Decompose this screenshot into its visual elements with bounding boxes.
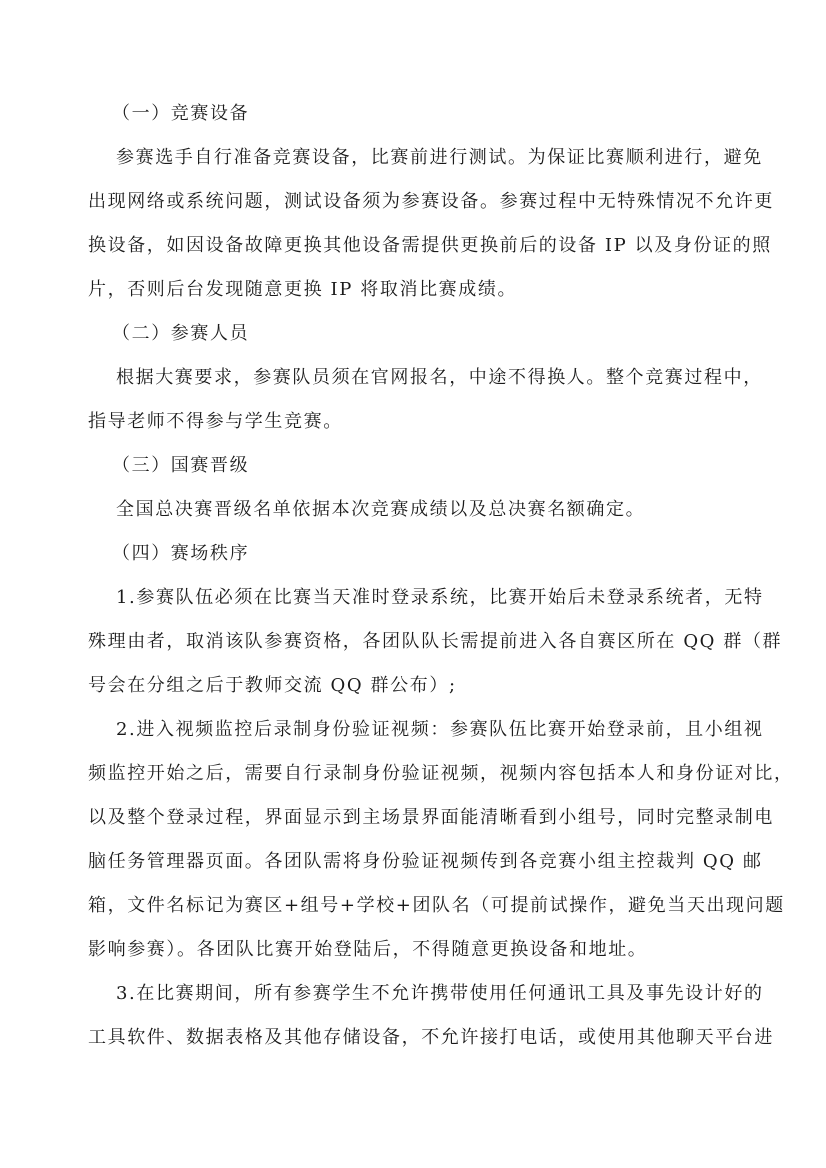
text-line: 脑任务管理器页面。各团队需将身份验证视频传到各竞赛小组主控裁判 QQ 邮 bbox=[88, 851, 763, 872]
text-line: 全国总决赛晋级名单依据本次竞赛成绩以及总决赛名额确定。 bbox=[116, 499, 646, 520]
paragraph-national-advancement bbox=[88, 500, 738, 520]
text-line: 指导老师不得参与学生竞赛。 bbox=[88, 411, 343, 432]
text-line: 箱，文件名标记为赛区+组号+学校+团队名（可提前试操作，避免当天出现问题 bbox=[88, 895, 785, 916]
paragraph-equipment bbox=[88, 147, 774, 300]
paragraph-rule-1 bbox=[88, 587, 783, 696]
paragraph-rule-2 bbox=[88, 719, 794, 960]
text-line: 影响参赛）。各团队比赛开始登陆后，不得随意更换设备和地址。 bbox=[88, 939, 648, 960]
document-page bbox=[88, 103, 794, 1048]
text-line: 以及整个登录过程，界面显示到主场景界面能清晰看到小组号，同时完整录制电 bbox=[88, 807, 774, 828]
paragraph-rule-3 bbox=[88, 983, 774, 1048]
text-line: 号会在分组之后于教师交流 QQ 群公布）; bbox=[88, 675, 457, 696]
text-line: 换设备，如因设备故障更换其他设备需提供更换前后的设备 IP 以及身份证的照 bbox=[88, 235, 772, 256]
text-line: 1.参赛队伍必须在比赛当天准时登录系统，比赛开始后未登录系统者，无特 bbox=[116, 587, 764, 608]
text-line: 出现网络或系统问题，测试设备须为参赛设备。参赛过程中无特殊情况不允许更 bbox=[88, 191, 774, 212]
text-line: 殊理由者，取消该队参赛资格，各团队队长需提前进入各自赛区所在 QQ 群（群 bbox=[88, 631, 783, 652]
text-line: 频监控开始之后，需要自行录制身份验证视频，视频内容包括本人和身份证对比， bbox=[88, 763, 794, 784]
section-heading-participants: （二）参赛人员 bbox=[112, 323, 250, 344]
section-heading-equipment: （一）竞赛设备 bbox=[112, 103, 250, 124]
text-line: 参赛选手自行准备竞赛设备，比赛前进行测试。为保证比赛顺利进行，避免 bbox=[116, 147, 763, 168]
section-heading-national-advancement: （三）国赛晋级 bbox=[112, 455, 250, 476]
section-heading-venue-order: （四）赛场秩序 bbox=[112, 543, 250, 564]
paragraph-participants bbox=[88, 367, 763, 432]
text-line: 2.进入视频监控后录制身份验证视频：参赛队伍比赛开始登录前，且小组视 bbox=[116, 719, 764, 740]
text-line: 根据大赛要求，参赛队员须在官网报名，中途不得换人。整个竞赛过程中， bbox=[116, 367, 763, 388]
text-line: 工具软件、数据表格及其他存储设备，不允许接打电话，或使用其他聊天平台进 bbox=[88, 1027, 774, 1048]
text-line: 3.在比赛期间，所有参赛学生不允许携带使用任何通讯工具及事先设计好的 bbox=[116, 983, 764, 1004]
text-line: 片，否则后台发现随意更换 IP 将取消比赛成绩。 bbox=[88, 279, 518, 300]
